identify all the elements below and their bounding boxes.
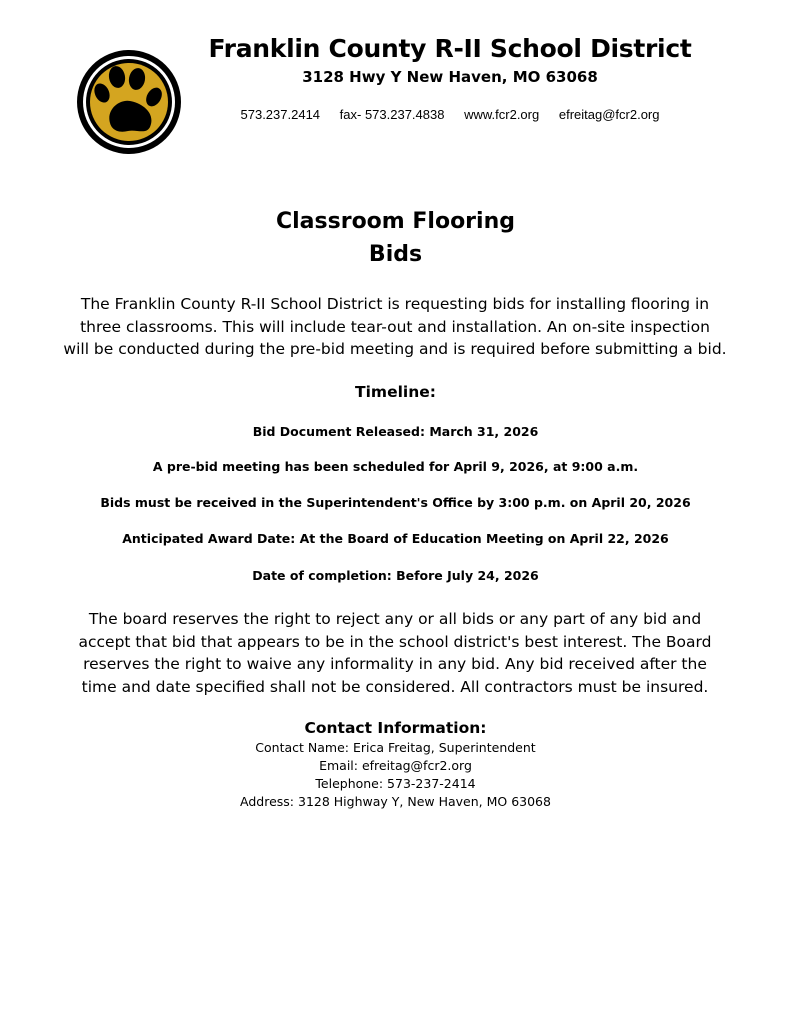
intro-paragraph (55, 293, 735, 361)
website-link[interactable]: www.fcr2.org (464, 107, 540, 122)
intro-line: will be conducted during the pre-bid meeting and is required before submitting a bid. (63, 340, 727, 358)
contact-email: Email: efreitag@fcr2.org (319, 758, 472, 773)
reservation-line: accept that bid that appears to be in the school district's best interest. The Board (78, 632, 712, 651)
contact-address: Address: 3128 Highway Y, New Haven, MO 63068 (240, 794, 551, 809)
contact-name: Contact Name: Erica Freitag, Superintendent (255, 740, 536, 755)
reservation-line: time and date specified shall not be considered. All contractors must be insured. (81, 677, 709, 696)
page-title-line-2: Bids (368, 242, 423, 267)
reservation-line: reserves the right to waive any informality in any bid. Any bid received after the (83, 655, 707, 673)
header-contact-line (200, 107, 700, 122)
timeline-item: Anticipated Award Date: At the Board of Education Meeting on April 22, 2026 (122, 531, 669, 546)
district-address: 3128 Hwy Y New Haven, MO 63068 (302, 68, 598, 86)
timeline-heading: Timeline: (355, 383, 436, 401)
contact-details (0, 739, 791, 811)
district-name: Franklin County R-II School District (208, 34, 692, 63)
contact-telephone: Telephone: 573-237-2414 (315, 776, 476, 791)
timeline-item: Bids must be received in the Superintendent's Office by 3:00 p.m. on April 20, 2026 (100, 495, 691, 510)
reservation-line: The board reserves the right to reject any or all bids or any part of any bid and (88, 610, 702, 628)
timeline-item: A pre-bid meeting has been scheduled for April 9, 2026, at 9:00 a.m. (152, 459, 639, 474)
paw-print-icon (74, 47, 184, 157)
timeline-item: Date of completion: Before July 24, 2026 (252, 568, 539, 583)
fax: fax- 573.237.4838 (339, 107, 445, 122)
page-title-line-1: Classroom Flooring (276, 209, 515, 234)
contact-heading: Contact Information: (304, 719, 487, 737)
reservation-paragraph (55, 608, 735, 698)
email-link[interactable]: efreitag@fcr2.org (558, 107, 660, 122)
phone: 573.237.2414 (240, 107, 321, 122)
intro-line: The Franklin County R-II School District is requesting bids for installing flooring in (80, 295, 710, 313)
intro-line: three classrooms. This will include tear-out and installation. An on-site inspection (80, 317, 710, 336)
timeline-item: Bid Document Released: March 31, 2026 (252, 424, 539, 439)
